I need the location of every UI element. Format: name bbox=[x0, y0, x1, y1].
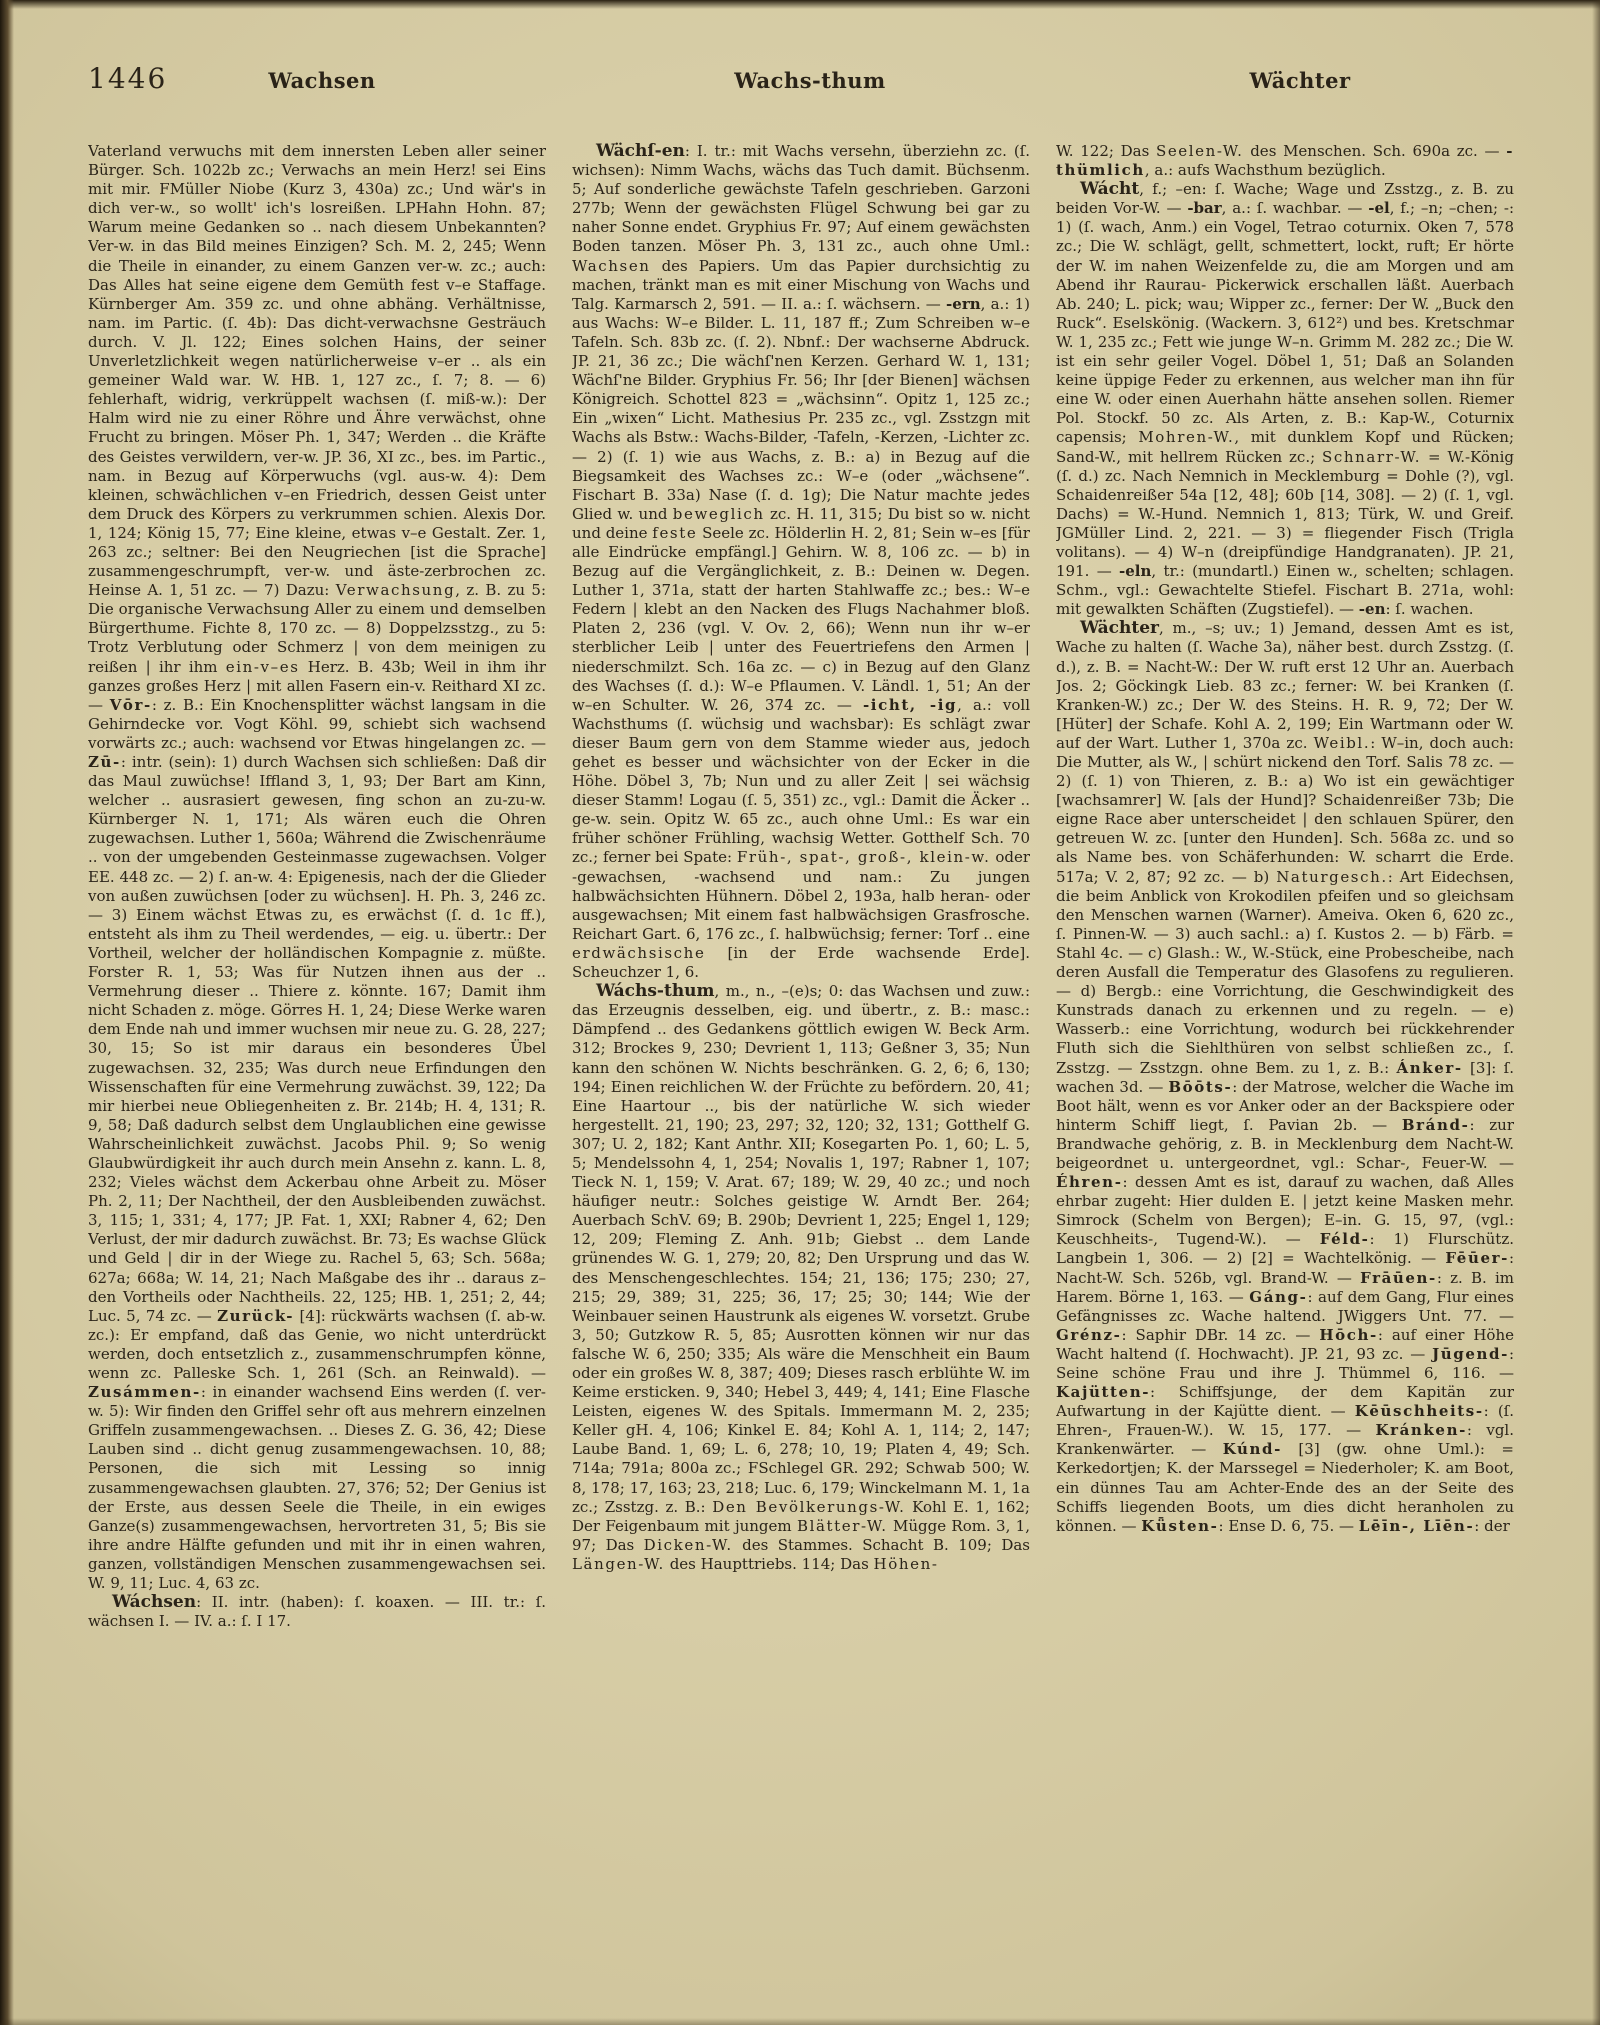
text-run: : der bbox=[1474, 1516, 1510, 1535]
sub-headword: -ern bbox=[946, 294, 981, 313]
text-run: des Papiers. Um das Papier durchsichtig zu machen, tränkt man es mit einer Mischung von Wachs und Talg. Karmarsch 2, 591. — II. a.: ſ. wächsern. — bbox=[572, 256, 1030, 313]
sub-headword: beweglich bbox=[672, 504, 765, 523]
sub-headword: Zusámmen- bbox=[88, 1383, 201, 1402]
text-run: : in einander wachsend Eins werden (ſ. ver-w. 5): Wir finden den Griffel sehr oft aus mehrern einzelnen Griffeln zusammengewachsen. .. Dieses Z. G. 36, 42; Diese Lauben sind .. dicht genug zusammengewachsen. 10, 88; Personen, die sich mit Lessing so innig zusammengewachsen glaubten. 27, 376; 52; Der Genius ist der Erste, aus dessen Seele die Theile, in ein ewiges Ganze(s) zusammengewachsen, hervortreten 31, 5; Bis sie ihre andre Hälfte gefunden und mit ihr in einen wahren, ganzen, vollständigen Menschen zusammengewachsen sei. W. 9, 11; Luc. 4, 63 zc. bbox=[88, 1383, 546, 1593]
sub-headword: Hōch- bbox=[1319, 1325, 1378, 1344]
sub-headword: Dicken-W. bbox=[643, 1535, 733, 1554]
sub-headword: Den Bevölkerungs-W. bbox=[712, 1497, 906, 1516]
dictionary-paragraph bbox=[88, 142, 546, 1593]
running-head-right: Wächter bbox=[1249, 68, 1351, 93]
sub-headword: Jūgend- bbox=[1432, 1344, 1509, 1363]
text-run: [3]: ſ. wachen 3d. — bbox=[1056, 1058, 1514, 1096]
sub-headword: Kúnd- bbox=[1222, 1440, 1282, 1459]
scan-edge-shadow-top bbox=[0, 0, 1600, 9]
text-run: , f.; –n; –chen; -: 1) (ſ. wach, Anm.) ein Vogel, Tetrao coturnix. Oken 7, 578 zc.; Die W. schlägt, gellt, schmettert, lockt, ruft; Er hörte der W. im nahen Weizenfelde zu, die am Morgen und am Abend ihr Raurau- Pickerwick erschallen läßt. Auerbach Ab. 240; L. pick; wau; Wipper zc., ferner: Der W. „Buck den Ruck“. Eselskönig. (Wackern. 3, 612²) und bes. Kretschmar W. 1, 235 zc.; Fett wie junge W–n. Grimm M. 282 zc.; Die W. ist ein sehr geiler Vogel. Döbel 1, 51; Daß an Solanden keine üppige Feder zu erkennen, aus welcher man ihn für eine W. oder einen Auerhahn hätte ansehen sollen. Riemer Pol. Stockf. 50 zc. Als Arten, z. B.: Kap-W., Coturnix capensis; bbox=[1056, 199, 1514, 447]
text-run: oder -gewachsen, -wachsend und nam.: Zu jungen halbwächsichten Hühnern. Döbel 2, 193a, halb heran- oder ausgewachsen; Mit einem fast halbwächsigen Grasfrosche. Reichart Gart. 6, 176 zc., ſ. halbwüchsig; ferner: Torf .. eine bbox=[572, 848, 1030, 943]
sub-headword: Mohren-W. bbox=[1138, 428, 1235, 447]
text-run: , a.: 1) aus Wachs: W–e Bilder. L. 11, 187 ff.; Zum Schreiben w–e Tafeln. Sch. 83b zc. (ſ. 2). Nbnf.: Der wachserne Abdruck. JP. 21, 36 zc.; Die wächſ'nen Kerzen. Gerhard W. 1, 131; Wächſ'ne Bilder. Gryphius Fr. 56; Ihr [der Bienen] wächsen Königreich. Schottel 823 = „wächsinn“. Opitz 1, 125 zc.; Ein „wixen“ Licht. Mathesius Pr. 235 zc., vgl. Zsstzgn mit Wachs als Bstw.: Wachs-Bilder, -Tafeln, -Kerzen, -Lichter zc. — 2) (ſ. 1) wie aus Wachs, z. B.: a) in Bezug auf die Biegsamkeit des Wachses zc.: W–e (oder „wächsene“. Fischart B. 33a) Nase (ſ. d. 1g); Die Natur machte jedes Glied w. und bbox=[572, 294, 1030, 523]
text-run: des Haupttriebs. 114; Das bbox=[664, 1554, 874, 1573]
text-column-1 bbox=[88, 142, 546, 1920]
sub-headword: Bōōts- bbox=[1168, 1077, 1233, 1096]
text-column-3 bbox=[1056, 142, 1514, 1920]
sub-headword: erdwächsische bbox=[572, 943, 706, 962]
sub-headword: -bar bbox=[1187, 199, 1222, 218]
sub-headword: -el bbox=[1368, 199, 1390, 218]
sub-headword: Naturgesch. bbox=[1276, 867, 1388, 886]
text-run: : dessen Amt es ist, darauf zu wachen, daß Alles ehrbar zugeht: Hier dulden E. | jetzt keine Masken mehr. Simrock (Schelm von Bergen); E–in. G. 15, 97, (vgl.: Keuschheits-, Tugend-W.). — bbox=[1056, 1173, 1514, 1249]
text-run: Mügge Rom. 3, 1, 97; Das bbox=[572, 1516, 1030, 1554]
running-head-left: Wachsen bbox=[268, 68, 376, 93]
page-number: 1446 bbox=[88, 62, 168, 95]
text-run: Seele zc. Hölderlin H. 2, 81; Sein w–es [für alle Eindrücke empfängl.] Gehirn. W. 8, 106 zc. — b) in Bezug auf die Vergänglichkeit, z. B.: Deinen w. Degen. Luther 1, 371a, statt der harten Stahlwaffe zc.; bes.: W–e Federn | klebt an den Nacken des Flugs Nachahmer bloß. Platen 2, 236 (vgl. V. Ov. 2, 66); Wenn nun ihr w–er sterblicher Leib | unter des Feuertriefens den Armen | niederschmilzt. Sch. 16a zc. — c) in Bezug auf den Glanz des Wachses (ſ. d.): W–e Pflaumen. V. Ländl. 1, 51; An der w–en Schulter. W. 26, 374 zc. — bbox=[572, 523, 1030, 714]
text-run: = W.-König (ſ. d.) zc. Nach Nemnich in Mecklemburg = Dohle (?), vgl. Schaidenreißer 54a [12, 48]; 60b [14, 308]. — 2) (ſ. 1, vgl. Dachs) = W.-Hund. Nemnich 1, 813; Türk, W. und Greif. JGMüller Lind. 2, 221. — 3) = fliegender Fisch (Trigla volitans). — 4) W–n (dreipfündige Handgranaten). JP. 21, 191. — bbox=[1056, 447, 1514, 581]
text-run: Kohl E. 1, 162; Der Feigenbaum mit jungem bbox=[572, 1497, 1030, 1535]
sub-headword: Kajütten- bbox=[1056, 1383, 1151, 1402]
text-run: : Saphir DBr. 14 zc. — bbox=[1121, 1325, 1320, 1344]
entry-headword: Wächter bbox=[1080, 618, 1159, 639]
dictionary-paragraph bbox=[572, 142, 1030, 982]
text-run: , a.: ſ. wachbar. — bbox=[1221, 199, 1369, 218]
text-run: W. 122; Das bbox=[1056, 142, 1156, 160]
sub-headword: -thümlich bbox=[1056, 142, 1514, 180]
text-run: : 1) Flurschütz. Langbein 1, 306. — 2) [2] = Wachtelkönig. — bbox=[1056, 1230, 1514, 1268]
dictionary-paragraph bbox=[1056, 180, 1514, 619]
scan-edge-shadow-bottom bbox=[0, 2018, 1600, 2025]
sub-headword: -en bbox=[1358, 600, 1386, 619]
dictionary-paragraph bbox=[1056, 619, 1514, 1536]
sub-headword: Grénz- bbox=[1056, 1325, 1122, 1344]
text-run: : (ſ. Ehren-, Frauen-W.). W. 15, 177. — bbox=[1056, 1402, 1514, 1440]
text-run: : ſ. wachen. bbox=[1385, 600, 1474, 619]
sub-headword: -icht, -ig bbox=[862, 695, 958, 714]
sub-headword: Zū- bbox=[88, 753, 121, 771]
sub-headword: Kǖsten- bbox=[1141, 1516, 1219, 1535]
text-run: : Schiffsjunge, der dem Kapitän zur Aufwartung in der Kajütte dient. — bbox=[1056, 1383, 1514, 1421]
sub-headword: Lēīn-, Līēn- bbox=[1358, 1516, 1475, 1535]
sub-headword: Blätter-W. bbox=[796, 1516, 888, 1535]
text-run: : vgl. Krankenwärter. — bbox=[1056, 1421, 1514, 1459]
text-run: : Nacht-W. Sch. 526b, vgl. Brand-W. — bbox=[1056, 1249, 1514, 1287]
text-column-2 bbox=[572, 142, 1030, 1920]
text-run: Vaterland verwuchs mit dem innersten Leben aller seiner Bürger. Sch. 1022b zc.; Verwachs an mein Herz! sei Eins mit mir. FMüller Niobe (Kurz 3, 430a) zc.; Und wär's in dich ver-w., so wollt' ich's losreißen. LPHahn Hohn. 87; Warum meine Gedanken so .. nach diesem Unbekannten? Ver-w. in das Bild meines Einzigen? Sch. M. 2, 245; Wenn die Theile in einander, zu einem Ganzen ver-w. zc.; auch: Das Alles hat seine eigene dem Gemüth fest v–e Staffage. Kürnberger Am. 359 zc. und ohne abhäng. Verhältnisse, nam. im Partic. (ſ. 4b): Das dicht-verwachsne Gesträuch durch. V. Jl. 122; Eines solchen Hains, der seiner Unverletzlichkeit wegen natürlicherweise v–er .. als ein gemeiner Wald war. W. HB. 1, 127 zc., ſ. 7; 8. — 6) fehlerhaft, widrig, verkrüppelt wachsen (ſ. miß-w.): Der Halm wird nie zu einer Röhre und Ähre verwächst, ohne Frucht zu bringen. Möser Ph. 1, 347; Werden .. die Kräfte des Geistes verwildern, ver-w. JP. 36, XI zc., bes. im Partic., nam. in Bezug auf Körperwuchs (vgl. aus-w. 4): Dem kleinen, schwächlichen v–en Friedrich, dessen Geist unter dem Druck des Körpers zu verkrummen schien. Alexis Dor. 1, 124; König 15, 77; Eine kleine, etwas v–e Gestalt. Zer. 1, 263 zc.; seltner: Bei den Neugriechen [ist die Sprache] zusammengeschrumpft, ver-w. und äste-zerbrochen zc. Heinse A. 1, 51 zc. — 7) Dazu: bbox=[88, 142, 546, 600]
text-run: : Ense D. 6, 75. — bbox=[1218, 1516, 1359, 1535]
text-run: [in der Erde wachsende Erde]. Scheuchzer 1, 6. bbox=[572, 943, 1030, 982]
entry-headword: Wácht bbox=[1080, 179, 1140, 200]
text-run: , f.; –en: ſ. Wache; Wage und Zsstzg., z. B. zu beiden Vor-W. — bbox=[1056, 180, 1514, 218]
dictionary-paragraph bbox=[88, 1593, 546, 1631]
sub-headword: Verwachsung bbox=[335, 581, 456, 600]
dictionary-paragraph bbox=[1056, 142, 1514, 180]
sub-headword: ein-v–es bbox=[225, 657, 300, 676]
sub-headword: Schnarr-W. bbox=[1322, 447, 1422, 466]
sub-headword: Fēūer- bbox=[1445, 1249, 1509, 1268]
scan-edge-shadow-right bbox=[1592, 0, 1600, 2025]
text-run: , z. B. zu 5: Die organische Verwachsung Aller zu einem und demselben Bürgerthume. Fichte 8, 170 zc. — 8) Doppelzsstzg., zu 5: Trotz Verblutung oder Schmerz | von dem meinigen zu reißen | ihr ihm bbox=[88, 581, 546, 676]
text-run: [3] (gw. ohne Uml.): = Kerkedortjen; K. der Marssegel = Niederholer; K. am Boot, ein dünnes Tau am Achter-Ende des an der Seite des Schiffs liegenden Boots, um dies dicht heranholen zu können. — bbox=[1056, 1440, 1514, 1535]
text-run: des Stammes. Schacht B. 109; Das bbox=[732, 1535, 1030, 1554]
sub-headword: Weibl. bbox=[1313, 733, 1371, 752]
text-run: , mit dunklem Kopf und Rücken; Sand-W., mit hellrem Rücken zc.; bbox=[1056, 428, 1514, 466]
text-run: : z. B.: Ein Knochensplitter wächst langsam in die Gehirndecke vor. Vogt Köhl. 99, schiebt sich wachsend vorwärts zc.; auch: wachsend vor Etwas hingelangen zc. — bbox=[88, 695, 546, 752]
entry-headword: Wächſ-en bbox=[596, 142, 685, 161]
sub-headword: Früh-, spat-, groß-, klein-w. bbox=[736, 848, 991, 867]
text-run: : Seine schöne Frau und ihre J. Thümmel 6, 116. — bbox=[1056, 1344, 1514, 1382]
sub-headword: Kēūschheits- bbox=[1354, 1402, 1484, 1421]
sub-headword: Vōr- bbox=[109, 695, 152, 714]
text-run: , a.: aufs Wachsthum bezüglich. bbox=[1144, 161, 1386, 180]
sub-headword: Kránken- bbox=[1375, 1421, 1467, 1440]
text-run: , m., n., –(e)s; 0: das Wachsen und zuw.: das Erzeugnis desselben, eig. und übertr., z. B.: masc.: Dämpfend .. des Gedankens göttlich ewigen W. Beck Arm. 312; Brockes 9, 230; Devrient 1, 113; Geßner 3, 35; Nun kann den schönen W. Nichts beschränken. G. 2, 6; 6, 130; 194; Einen reichlichen W. der Früchte zu befördern. 20, 41; Eine Haartour .., bis der natürliche W. sich wieder hergestellt. 21, 190; 23, 297; 32, 120; 32, 131; Gotthelf G. 307; U. 2, 182; Kant Anthr. XII; Kosegarten Po. 1, 60; L. 5, 5; Mendelssohn 4, 1, 254; Novalis 1, 197; Rabner 1, 107; Tieck N. 1, 159; V. Arat. 67; 189; W. 29, 40 zc.; und noch häufiger neutr.: Solches geistige W. Arndt Ber. 264; Auerbach SchV. 69; B. 290b; Devrient 1, 225; Engel 1, 129; 12, 209; Fleming Z. Anh. 91b; Giebst .. dem Lande grünendes W. G. 1, 279; 20, 82; Den Ursprung und das W. des Menschengeschlechtes. 154; 21, 136; 175; 230; 27, 215; 29, 389; 31, 225; 36, 17; 25; 30; 144; Wie der Weinbauer seinen Haustrunk als eigenes W. vorsetzt. Grube 3, 50; Gutzkow R. 5, 85; Ausrotten können wir nur das falsche W. 6, 250; 335; Als wäre die Menschheit ein Baum oder ein großes W. 8, 387; 409; Dieses rasch erblühte W. im Keime ersticken. 9, 340; Hebel 3, 449; 4, 141; Eine Flasche Leisten, eigenes W. des Spitals. Immermann M. 2, 235; Keller gH. 4, 106; Kinkel E. 84; Kohl A. 1, 114; 2, 147; Laube Band. 1, 69; L. 6, 278; 10, 19; Platen 4, 49; Sch. 714a; 791a; 800a zc.; FSchlegel GR. 292; Schwab 500; W. 8, 178; 17, 163; 23, 218; Luc. 6, 179; Winckelmann M. 1, 1a zc.; Zsstzg. z. B.: bbox=[572, 982, 1030, 1516]
scan-edge-shadow-left bbox=[0, 0, 14, 2025]
entry-headword: Wáchsen bbox=[112, 1592, 197, 1613]
sub-headword: Éhren- bbox=[1056, 1173, 1123, 1192]
text-run: [4]: rückwärts wachsen (ſ. ab-w. zc.): Er empfand, daß das Genie, wo nicht unterdrückt werden, doch entsetzlich z., zusammenschrumpfen könne, wenn zc. Palleske Sch. 1, 261 (Sch. an Reinwald). — bbox=[88, 1306, 546, 1382]
text-run: : zur Brandwache gehörig, z. B. in Mecklenburg dem Nacht-W. beigeordnet u. untergeordnet, vgl.: Schar-, Feuer-W. — bbox=[1056, 1115, 1514, 1172]
text-run: : auf einer Höhe Wacht haltend (ſ. Hochwacht). JP. 21, 93 zc. — bbox=[1056, 1325, 1514, 1363]
sub-headword: Bránd- bbox=[1401, 1115, 1470, 1134]
sub-headword: feste bbox=[652, 523, 698, 542]
text-run: : W–in, doch auch: Die Mutter, als W., | schürt nickend den Torf. Salis 78 zc. — 2) (ſ. 1) von Thieren, z. B.: a) Wo ist ein gewächtiger [wachsamrer] W. [als der Hund]? Schaidenreißer 73b; Die eigne Race aber unterscheidet | den schlauen Spürer, den getreuen W. zc. [unter den Hunden]. Sch. 568a zc. und so als Name bes. von Schäferhunden: W. scharrt die Erde. 517a; V. 2, 87; 92 zc. — b) bbox=[1056, 733, 1514, 886]
text-run: : der Matrose, welcher die Wache im Boot hält, wenn es vor Anker oder an der Backspiere oder hinterm Schiff liegt, ſ. Pavian 2b. — bbox=[1056, 1077, 1514, 1134]
text-run: : Art Eidechsen, die beim Anblick von Krokodilen pfeifen und so gleichsam den Menschen warnen (Warner). Ameiva. Oken 6, 620 zc., ſ. Pinnen-W. — 3) auch sachl.: a) ſ. Kustos 2. — b) Färb. = Stahl 4c. — c) Glash.: W., W.-Stück, eine Probescheibe, nach deren Ausfall die Temperatur des Glasofens zu regulieren. — d) Bergb.: eine Vorrichtung, die Geschwindigkeit des Kunstrads danach zu erkennen und zu regeln. — e) Wasserb.: eine Vorrichtung, wodurch bei rückkehrender Fluth sich die Siehlthüren von selbst schließen zc., ſ. Zsstzg. — Zsstzgn. ohne Bem. zu 1, z. B.: bbox=[1056, 867, 1514, 1077]
running-head-center: Wachs-thum bbox=[734, 68, 886, 93]
sub-headword: Ánker- bbox=[1396, 1058, 1463, 1077]
dictionary-paragraph bbox=[572, 982, 1030, 1574]
sub-headword: Wachsen bbox=[572, 256, 651, 275]
sub-headword: Seelen-W. bbox=[1155, 142, 1244, 160]
sub-headword: Zurück- bbox=[217, 1306, 295, 1325]
text-run: , tr.: (mundartl.) Einen w., schelten; schlagen. Schm., vgl.: Gewachtelte Stiefel. Fischart B. 271a, wohl: mit gewalkten Schäften (Zugstiefel). — bbox=[1056, 562, 1514, 619]
sub-headword: -eln bbox=[1119, 562, 1152, 581]
text-run: : I. tr.: mit Wachs versehn, überziehn zc. (ſ. wichsen): Nimm Wachs, wächs das Tuch damit. Büchsenm. 5; Auf sonderliche gewächste Tafeln geschrieben. Garzoni 277b; Wenn der gewächsten Flügel Schwung bei gar zu naher Sonne endet. Gryphius Fr. 97; Auf einem gewächsten Boden tanzen. Möser Ph. 3, 131 zc., auch ohne Uml.: bbox=[572, 142, 1030, 256]
sub-headword: Gáng- bbox=[1249, 1287, 1308, 1306]
sub-headword: Längen-W. bbox=[572, 1554, 665, 1573]
sub-headword: Höhen- bbox=[873, 1554, 939, 1573]
sub-headword: Féld- bbox=[1319, 1230, 1370, 1249]
entry-headword: Wáchs-thum bbox=[596, 981, 715, 1002]
text-run: : II. intr. (haben): ſ. koaxen. — III. tr.: ſ. wächsen I. — IV. a.: ſ. I 17. bbox=[88, 1593, 546, 1631]
text-run: , a.: voll Wachsthums (ſ. wüchsig und wachsbar): Es schlägt zwar dieser Baum gern von dem Stamme wieder aus, jedoch gehet es besser und wächsichter von der Ecker in die Höhe. Döbel 3, 7b; Nun und zu aller Zeit | sei wächsig dieser Stamm! Logau (ſ. 5, 351) zc., vgl.: Damit die Äcker .. ge-w. sein. Opitz W. 65 zc., auch ohne Uml.: Es war ein früher schöner Frühling, wachsig Wetter. Gotthelf Sch. 70 zc.; ferner bei Spate: bbox=[572, 695, 1030, 867]
text-run: des Menschen. Sch. 690a zc. — bbox=[1243, 142, 1507, 160]
text-run: : intr. (sein): 1) durch Wachsen sich schließen: Daß dir das Maul zuwüchse! Iffland 3, 1, 93; Der Bart am Kinn, welcher .. ausrasiert gewesen, fing schon an zu-zu-w. Kürnberger N. 1, 171; Als wären euch die Ohren zugewachsen. Luther 1, 560a; Während die Zwischenräume .. von der umgebenden Gesteinmasse zugewachsen. Volger EE. 448 zc. — 2) ſ. an-w. 4: Epigenesis, nach der die Glieder von außen zuwüchsen [oder zu wüchsen]. H. Ph. 3, 246 zc. — 3) Einem wächst Etwas zu, es erwächst (ſ. d. 1c ff.), entsteht als ihm zu Theil werdendes, — eig. u. übertr.: Der Vortheil, welcher der holländischen Kompagnie z. müßte. Forster R. 1, 53; Was für Nutzen ihnen aus der .. Vermehrung dieser .. Thiere z. könnte. 167; Damit ihm nicht Schaden z. möge. Görres H. 1, 24; Diese Werke waren dem Ende nah und immer wuchsen mir neue zu. G. 28, 227; 30, 15; So ist mir daraus ein besonderes Übel zugewachsen. 32, 235; Was durch neue Erfindungen den Wissenschaften für eine Vermehrung zuwächst. 39, 122; Da mir hierbei neue Obliegenheiten z. Br. 214b; H. 4, 131; R. 9, 58; Daß dadurch selbst dem Unglaublichen eine gewisse Wahrscheinlichkeit zuwächst. Jacobs Phil. 9; So wenig Glaubwürdigkeit ihr auch durch mein Ansehn z. kann. L. 8, 232; Vieles wächst dem Ackerbau ohne Arbeit zu. Möser Ph. 2, 11; Der Nachtheil, der den Ausbleibenden zuwächst. 3, 115; 1, 331; 4, 177; JP. Fat. 1, XXI; Rabner 4, 62; Den Verlust, der mir dadurch zuwächst. Br. 73; Es wachse Glück und Geld | dir in der Wiege zu. Rachel 5, 63; Sch. 568a; 627a; 668a; W. 14, 21; Nach Maßgabe des ihr .. daraus z–den Vortheils oder Nachtheils. 22, 125; HB. 1, 251; 2, 44; Luc. 5, 74 zc. — bbox=[88, 753, 546, 1325]
text-run: Herz. B. 43b; Weil in ihm ihr ganzes großes Herz | mit allen Fasern ein-v. Reithard XI zc. — bbox=[88, 657, 546, 714]
text-run: , m., –s; uv.; 1) Jemand, dessen Amt es ist, Wache zu halten (ſ. Wache 3a), näher best. durch Zsstzg. (ſ. d.), z. B. = Nacht-W.: Der W. ruft erst 12 Uhr an. Auerbach Jos. 2; Göckingk Lieb. 83 zc.; ferner: W. bei Kranken (ſ. Kranken-W.) zc.; Der W. des Steins. H. R. 9, 72; Der W. [Hüter] der Schafe. Kohl A. 2, 199; Ein Wartmann oder W. auf der Wart. Luther 1, 370a zc. bbox=[1056, 619, 1514, 752]
text-run: : auf dem Gang, Flur eines Gefängnisses zc. Wache haltend. JWiggers Unt. 77. — bbox=[1056, 1287, 1514, 1325]
text-run: : z. B. im Harem. Börne 1, 163. — bbox=[1056, 1268, 1514, 1306]
text-columns bbox=[88, 142, 1514, 1920]
text-run: zc. H. 11, 315; Du bist so w. nicht und deine bbox=[572, 504, 1030, 542]
sub-headword: Frāūen- bbox=[1360, 1268, 1437, 1287]
